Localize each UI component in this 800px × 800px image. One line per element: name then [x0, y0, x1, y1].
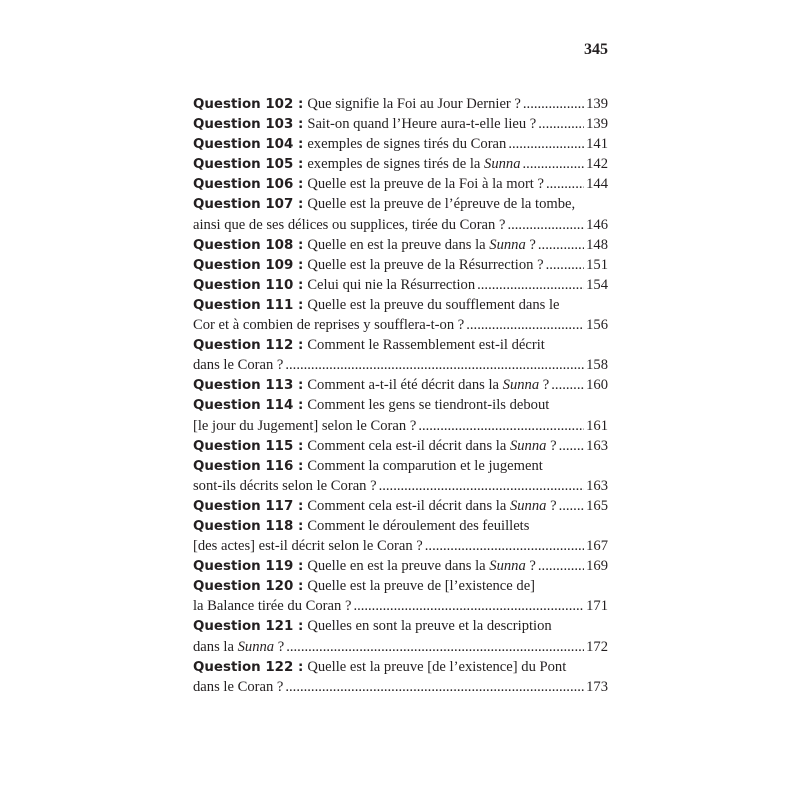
- toc-line: [193, 677, 608, 697]
- toc-page-number: 160: [586, 377, 608, 394]
- question-text: [193, 536, 423, 556]
- question-label: Question 109 :: [193, 257, 304, 273]
- question-label: Question 104 :: [193, 137, 304, 153]
- question-text: [193, 355, 283, 375]
- text-part: Comment cela est-il décrit dans la: [307, 497, 510, 514]
- question-label: Question 112 :: [193, 338, 304, 354]
- question-label: Question 106 :: [193, 177, 304, 193]
- question-label: Question 118 :: [193, 518, 304, 534]
- toc-entry: [193, 194, 608, 234]
- text-part: ?: [525, 558, 536, 575]
- toc-page-number: 167: [586, 538, 608, 555]
- toc-line: [193, 235, 608, 255]
- question-label: Question 113 :: [193, 378, 304, 394]
- text-part: la Balance tirée du Coran ?: [193, 598, 352, 615]
- question-label: Question 114 :: [193, 398, 304, 414]
- question-text: [193, 315, 464, 335]
- toc-line: [193, 516, 608, 536]
- question-text: [307, 516, 529, 536]
- question-text: [307, 556, 536, 576]
- text-part: sont-ils décrits selon le Coran ?: [193, 477, 377, 494]
- question-label: Question 107 :: [193, 197, 304, 213]
- toc-page-number: 158: [586, 357, 608, 374]
- toc-entry: [193, 114, 608, 134]
- dot-leader: [418, 416, 584, 436]
- text-part: Comment le Rassemblement est-il décrit: [307, 337, 545, 354]
- toc-line: [193, 174, 608, 194]
- toc-page-number: 156: [586, 317, 608, 334]
- question-text: [307, 275, 475, 295]
- text-part: Quelle est la preuve de [l’existence de]: [307, 578, 536, 595]
- text-part: Que signifie la Foi au Jour Dernier ?: [307, 96, 521, 112]
- text-part: [des actes] est-il décrit selon le Coran ?: [193, 538, 423, 555]
- toc-line: [193, 275, 608, 295]
- toc-line: [193, 436, 608, 456]
- dot-leader: [538, 235, 584, 255]
- toc-line: [193, 355, 608, 375]
- text-part: Quelle en est la preuve dans la: [307, 236, 490, 253]
- dot-leader: [546, 255, 585, 275]
- question-label: Question 116 :: [193, 458, 304, 474]
- text-part: Comment les gens se tiendront-ils debout: [307, 397, 550, 414]
- question-label: Question 105 :: [193, 157, 304, 173]
- toc-page-number: 169: [586, 558, 608, 575]
- dot-leader: [559, 436, 585, 456]
- toc-entry: [193, 657, 608, 697]
- question-text: [307, 456, 542, 476]
- text-part: dans le Coran ?: [193, 357, 284, 374]
- dot-leader: [507, 215, 584, 235]
- text-part: Sait-on quand l’Heure aura-t-elle lieu ?: [307, 116, 537, 133]
- toc-entry: [193, 174, 608, 194]
- table-of-contents: [193, 94, 608, 697]
- text-part: Cor et à combien de reprises y soufflera-t-on ?: [193, 317, 465, 334]
- question-text: [307, 436, 556, 456]
- toc-page-number: 172: [586, 638, 608, 655]
- toc-entry: [193, 134, 608, 154]
- question-text: [307, 235, 536, 255]
- question-text: [307, 375, 549, 395]
- question-text: [193, 596, 351, 616]
- text-part: Quelle est la preuve de la Foi à la mort ?: [307, 176, 544, 193]
- toc-line: [193, 657, 608, 677]
- dot-leader: [353, 596, 584, 616]
- toc-line: [193, 215, 608, 235]
- question-text: [307, 114, 536, 134]
- toc-entry: [193, 556, 608, 576]
- toc-page-number: 144: [586, 176, 608, 193]
- toc-line: [193, 456, 608, 476]
- question-text: [193, 215, 505, 235]
- text-part: Quelle est la preuve du soufflement dans le: [307, 296, 560, 313]
- toc-entry: [193, 436, 608, 456]
- italic-term: Sunna: [489, 236, 526, 253]
- toc-entry: [193, 255, 608, 275]
- text-part: Celui qui nie la Résurrection: [307, 276, 476, 293]
- toc-line: [193, 295, 608, 315]
- text-part: [le jour du Jugement] selon le Coran ?: [193, 417, 417, 434]
- toc-page-number: 148: [586, 236, 608, 253]
- question-label: Question 121 :: [193, 619, 304, 635]
- text-part: Comment la comparution et le jugement: [307, 457, 543, 474]
- text-part: Comment a-t-il été décrit dans la: [307, 377, 503, 394]
- text-part: dans le Coran ?: [193, 678, 284, 695]
- text-part: dans la: [193, 638, 238, 655]
- question-label: Question 103 :: [193, 117, 304, 133]
- italic-term: Sunna: [509, 497, 547, 514]
- italic-term: Sunna: [502, 377, 540, 394]
- question-text: [307, 395, 549, 415]
- toc-entry: [193, 395, 608, 435]
- toc-line: [193, 536, 608, 556]
- text-part: Quelle est la preuve [de l’existence] du Pont: [307, 658, 567, 675]
- text-part: Quelles en sont la preuve et la description: [307, 618, 552, 635]
- toc-page-number: 141: [586, 136, 608, 153]
- dot-leader: [546, 174, 584, 194]
- question-text: [307, 194, 575, 214]
- dot-leader: [523, 94, 584, 114]
- text-part: exemples de signes tirés de la: [307, 156, 485, 173]
- toc-page-number: 151: [586, 256, 608, 273]
- italic-term: Sunna: [484, 156, 521, 173]
- toc-line: [193, 194, 608, 214]
- question-label: Question 111 :: [193, 297, 304, 313]
- question-text: [307, 134, 506, 154]
- question-text: [307, 295, 559, 315]
- toc-page-number: 161: [586, 417, 608, 434]
- question-text: [193, 476, 377, 496]
- question-text: [307, 174, 544, 194]
- text-part: ?: [539, 377, 550, 394]
- question-text: [307, 255, 543, 275]
- question-label: Question 120 :: [193, 579, 304, 595]
- toc-page-number: 154: [586, 276, 608, 293]
- dot-leader: [425, 536, 584, 556]
- toc-entry: [193, 456, 608, 496]
- toc-entry: [193, 235, 608, 255]
- text-part: ?: [525, 236, 536, 253]
- italic-term: Sunna: [237, 638, 275, 655]
- text-part: exemples de signes tirés du Coran: [307, 136, 507, 153]
- page-number: 345: [584, 41, 608, 58]
- toc-entry: [193, 496, 608, 516]
- question-text: [193, 637, 284, 657]
- italic-term: Sunna: [509, 437, 547, 454]
- toc-line: [193, 134, 608, 154]
- toc-line: [193, 416, 608, 436]
- toc-line: [193, 616, 608, 636]
- dot-leader: [379, 476, 585, 496]
- text-part: ?: [546, 497, 557, 514]
- question-text: [193, 677, 283, 697]
- question-text: [193, 416, 416, 436]
- question-text: [307, 657, 566, 677]
- question-label: Question 119 :: [193, 559, 304, 575]
- question-label: Question 117 :: [193, 498, 304, 514]
- toc-entry: [193, 154, 608, 174]
- italic-term: Sunna: [489, 558, 526, 575]
- toc-line: [193, 114, 608, 134]
- dot-leader: [286, 637, 584, 657]
- dot-leader: [523, 154, 585, 174]
- toc-entry: [193, 516, 608, 556]
- toc-entry: [193, 94, 608, 114]
- text-part: Quelle est la preuve de l’épreuve de la tombe,: [307, 196, 576, 213]
- toc-line: [193, 496, 608, 516]
- question-text: [307, 496, 556, 516]
- dot-leader: [551, 375, 584, 395]
- toc-line: [193, 255, 608, 275]
- toc-line: [193, 94, 608, 114]
- toc-line: [193, 637, 608, 657]
- toc-line: [193, 375, 608, 395]
- toc-line: [193, 596, 608, 616]
- text-part: ?: [546, 437, 557, 454]
- toc-page-number: 163: [586, 477, 608, 494]
- toc-page-number: 139: [586, 116, 608, 133]
- question-label: Question 115 :: [193, 438, 304, 454]
- toc-entry: [193, 576, 608, 616]
- question-label: Question 108 :: [193, 237, 304, 253]
- question-text: [307, 576, 535, 596]
- toc-page-number: 173: [586, 678, 608, 695]
- question-label: Question 110 :: [193, 277, 304, 293]
- dot-leader: [508, 134, 584, 154]
- question-label: Question 122 :: [193, 659, 304, 675]
- toc-line: [193, 476, 608, 496]
- toc-line: [193, 576, 608, 596]
- toc-line: [193, 395, 608, 415]
- toc-page-number: 163: [586, 437, 608, 454]
- toc-line: [193, 315, 608, 335]
- toc-page-number: 146: [586, 216, 608, 233]
- question-text: [307, 154, 520, 174]
- question-text: [307, 335, 545, 355]
- text-part: Comment cela est-il décrit dans la: [307, 437, 510, 454]
- toc-page-number: 171: [586, 598, 608, 615]
- dot-leader: [538, 114, 584, 134]
- toc-entry: [193, 375, 608, 395]
- text-part: Quelle en est la preuve dans la: [307, 558, 490, 575]
- dot-leader: [285, 677, 584, 697]
- dot-leader: [466, 315, 584, 335]
- toc-entry: [193, 295, 608, 335]
- toc-entry: [193, 335, 608, 375]
- question-text: [307, 94, 521, 114]
- dot-leader: [538, 556, 584, 576]
- toc-line: [193, 154, 608, 174]
- toc-entry: [193, 275, 608, 295]
- question-text: [307, 616, 551, 636]
- toc-line: [193, 556, 608, 576]
- text-part: Comment le déroulement des feuillets: [307, 517, 530, 534]
- toc-page-number: 139: [586, 96, 608, 112]
- toc-page-number: 165: [586, 497, 608, 514]
- toc-page-number: 142: [586, 156, 608, 173]
- toc-line: [193, 335, 608, 355]
- dot-leader: [285, 355, 584, 375]
- question-label: Question 102 :: [193, 97, 304, 112]
- dot-leader: [477, 275, 584, 295]
- text-part: ainsi que de ses délices ou supplices, tirée du Coran ?: [193, 216, 506, 233]
- text-part: Quelle est la preuve de la Résurrection ?: [307, 256, 544, 273]
- text-part: ?: [274, 638, 285, 655]
- toc-entry: [193, 616, 608, 656]
- dot-leader: [559, 496, 585, 516]
